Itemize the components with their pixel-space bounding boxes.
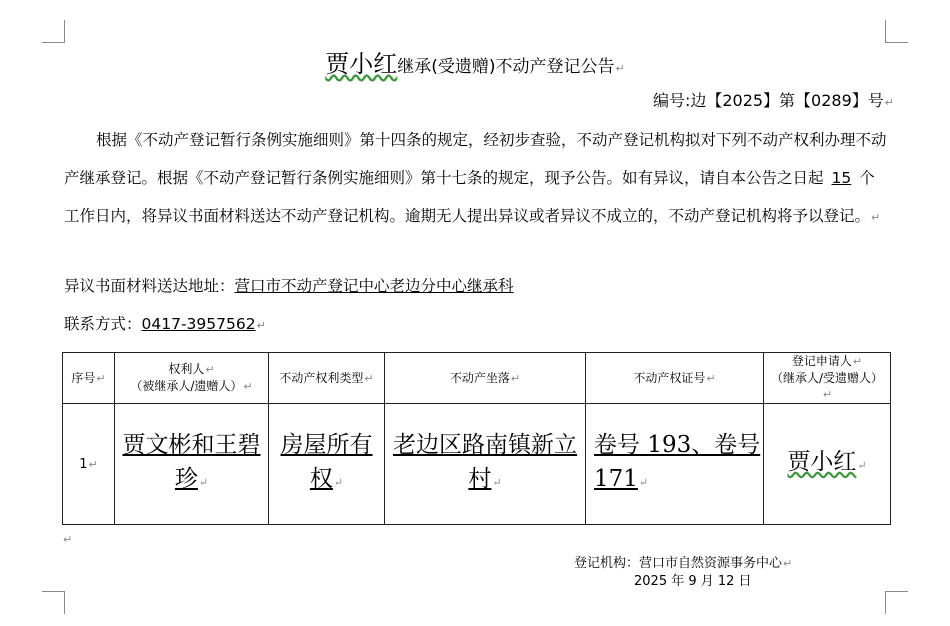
table-row	[63, 404, 891, 525]
objection-days: 15	[831, 169, 852, 187]
registration-authority-text: 登记机构：营口市自然资源事务中心	[574, 556, 783, 571]
header-location: 不动产坐落↵	[385, 353, 586, 404]
title-text: 继承(受遗赠)不动产登记公告	[397, 57, 615, 77]
crop-mark-top-right	[885, 20, 908, 43]
document-number-text: 编号:边【2025】第【0289】号	[652, 91, 884, 110]
header-right-type: 不动产权利类型↵	[269, 353, 385, 404]
registration-authority	[574, 552, 792, 571]
crop-mark-top-left	[42, 20, 65, 43]
paragraph-mark-icon: ↵	[884, 96, 894, 109]
cell-holder: 贾文彬和王碧珍↵	[115, 404, 269, 525]
paragraph-mark-icon: ↵	[615, 62, 625, 75]
paragraph-mark-icon: ↵	[871, 211, 881, 224]
cell-cert-no: 卷号 193、卷号 171↵	[586, 404, 764, 525]
cell-right-type: 房屋所有权↵	[269, 404, 385, 525]
header-holder: 权利人↵ （被继承人/遗赠人）↵	[115, 353, 269, 404]
contact-phone: 0417-3957562	[141, 315, 256, 333]
body-part-2: 个工作日内，将异议书面材料送达不动产登记机构。逾期无人提出异议或者异议不成立的，不动产登记机构将予以登记。	[64, 169, 875, 225]
document-number	[653, 88, 894, 111]
crop-mark-bottom-right	[885, 591, 908, 614]
contact-label: 联系方式：	[64, 315, 142, 333]
paragraph-mark-icon: ↵	[256, 319, 266, 332]
cell-seq: 1↵	[63, 404, 115, 525]
empty-paragraph	[62, 528, 72, 547]
notice-body	[64, 121, 890, 237]
objection-address-value: 营口市不动产登记中心老边分中心继承科	[234, 277, 514, 295]
title-applicant-name: 贾小红	[325, 50, 398, 78]
header-seq: 序号↵	[63, 353, 115, 404]
header-cert-no: 不动产权证号↵	[586, 353, 764, 404]
body-part-1: 根据《不动产登记暂行条例实施细则》第十四条的规定，经初步查验，不动产登记机构拟对下列不动产权利办理不动产继承登记。根据《不动产登记暂行条例实施细则》第十七条的规定，现予公告。如有异议，请自本公告之日起	[64, 131, 887, 187]
cell-location: 老边区路南镇新立村↵	[385, 404, 586, 525]
paragraph-mark-icon: ↵	[783, 557, 793, 570]
notice-title	[0, 44, 950, 79]
cell-applicant: 贾小红↵	[764, 404, 891, 525]
header-applicant: 登记申请人↵ （继承人/受遗赠人）↵	[764, 353, 891, 404]
contact-line	[64, 312, 266, 334]
crop-mark-bottom-left	[42, 591, 65, 614]
table-header-row	[63, 353, 891, 404]
registration-table	[62, 352, 891, 525]
objection-address	[64, 274, 514, 296]
notice-date: 2025 年 9 月 12 日	[634, 574, 752, 589]
objection-address-label: 异议书面材料送达地址：	[64, 277, 235, 295]
paragraph-mark-icon: ↵	[63, 533, 73, 546]
